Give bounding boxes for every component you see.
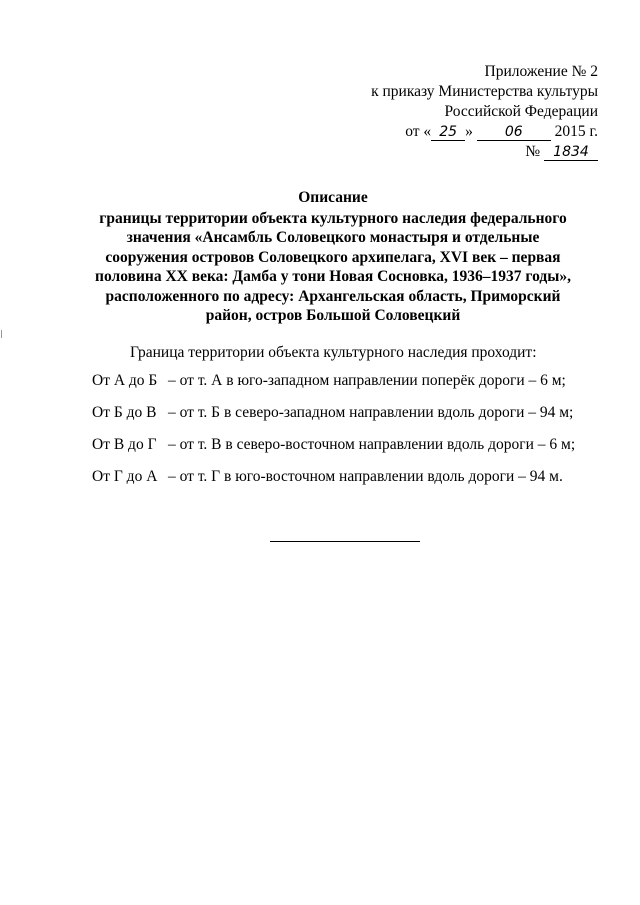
date-year: 2015 г. xyxy=(554,123,598,140)
appendix-header xyxy=(298,62,598,162)
segment-label: От В до Г xyxy=(92,436,157,453)
scan-margin-mark xyxy=(1,330,2,338)
segment-label: От Б до В xyxy=(92,404,157,421)
boundary-segment xyxy=(92,467,612,499)
appendix-number: Приложение № 2 xyxy=(484,63,598,80)
date-day: 25 xyxy=(431,124,465,141)
date-mid: » xyxy=(465,123,473,140)
segment-text: – от т. Б в северо-западном направлении вдоль дороги – 94 м; xyxy=(168,404,574,421)
boundary-segment xyxy=(92,371,612,403)
segment-text: – от т. Г в юго-восточном направлении вдоль дороги – 94 м. xyxy=(168,468,563,485)
boundary-segment xyxy=(92,403,612,435)
appendix-date-line xyxy=(298,122,598,142)
end-divider xyxy=(270,541,420,542)
segment-label: От А до Б xyxy=(92,372,158,389)
boundary-intro: Граница территории объекта культурного наследия проходит: xyxy=(130,344,537,361)
document-title xyxy=(88,188,578,326)
order-number: 1834 xyxy=(544,144,598,161)
date-prefix: от « xyxy=(405,123,432,140)
title-heading: Описание xyxy=(298,189,368,206)
appendix-ministry: Российской Федерации xyxy=(444,103,598,120)
segment-text: – от т. А в юго-западном направлении поперёк дороги – 6 м; xyxy=(168,372,566,389)
date-month: 06 xyxy=(477,124,551,141)
appendix-order-ref: к приказу Министерства культуры xyxy=(371,83,598,100)
segment-text: – от т. В в северо-восточном направлении вдоль дороги – 6 м; xyxy=(168,436,576,453)
title-description: границы территории объекта культурного наследия федерального значения «Ансамбль Соловецкого монастыря и отдельные сооружения островов Соловецкого архипелага, XVI век – первая половина XX века: Дамба у тони Новая Сосновка, 1936–1937 годы», расположенного по адресу: Архангельская область, Приморский район, остров Большой Соловецкий xyxy=(95,209,571,324)
boundary-segments xyxy=(92,371,612,499)
number-prefix: № xyxy=(525,143,541,160)
appendix-number-line xyxy=(298,142,598,162)
boundary-segment xyxy=(92,435,612,467)
segment-label: От Г до А xyxy=(92,468,158,485)
